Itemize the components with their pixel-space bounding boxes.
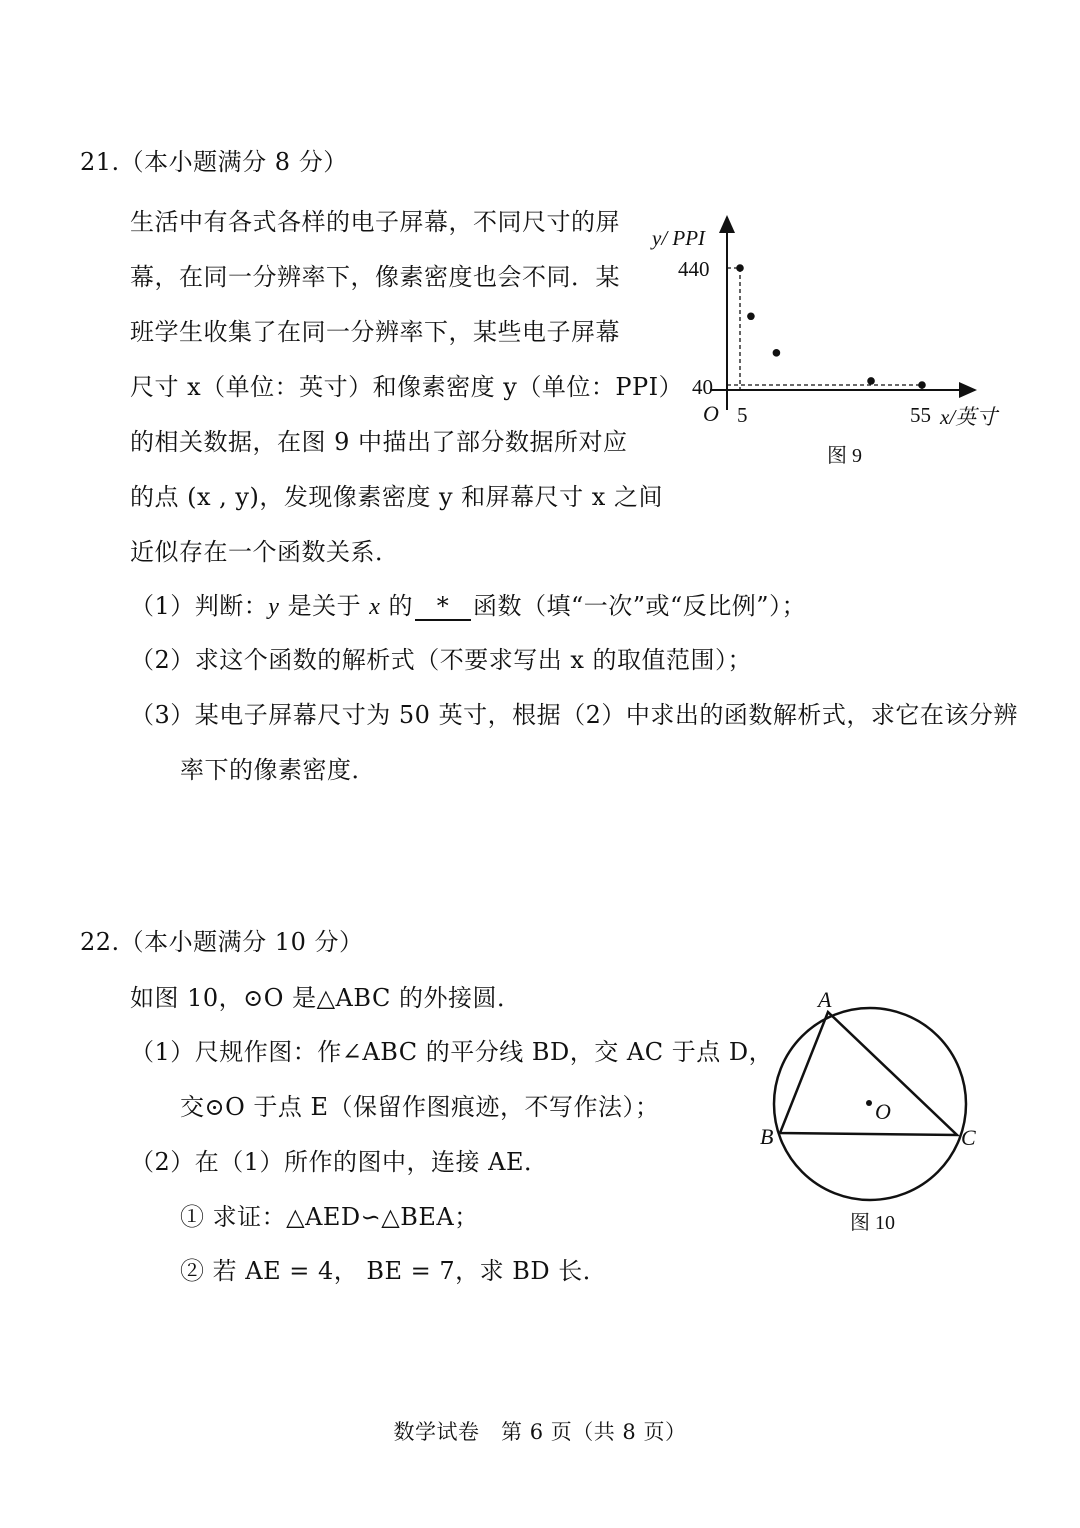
q21-part1-de: 的	[380, 592, 413, 620]
data-point-1	[736, 264, 744, 272]
q22-score: （本小题满分 10 分）	[119, 928, 364, 956]
q21-number: 21.	[80, 148, 120, 176]
data-point-3	[773, 349, 781, 357]
q22-sub1: ① 求证：△AED∽△BEA；	[180, 1203, 479, 1231]
label-o: O	[875, 1099, 891, 1124]
data-point-4	[867, 377, 875, 385]
label-c: C	[961, 1125, 976, 1150]
figure-9-chart	[640, 205, 1030, 475]
q21-body-line: 生活中有各式各样的电子屏幕，不同尺寸的屏	[130, 208, 620, 236]
answer-blank[interactable]: *	[415, 593, 471, 621]
figure-10-diagram	[750, 985, 1000, 1245]
data-point-2	[747, 312, 755, 320]
x-axis-label: x/英寸	[940, 405, 998, 429]
q21-body-line: 尺寸 x（单位：英寸）和像素密度 y（单位：PPI）	[130, 373, 684, 401]
q21-part1-mid: 是关于	[279, 592, 370, 620]
figure-10-caption: 图 10	[850, 1212, 895, 1234]
q21-body-line: 的点 (x , y)，发现像素密度 y 和屏幕尺寸 x 之间	[130, 483, 663, 511]
q21-body-line: 幕，在同一分辨率下，像素密度也会不同．某	[130, 263, 620, 291]
label-b: B	[760, 1124, 774, 1149]
origin-label: O	[703, 401, 719, 426]
q21-part1	[130, 590, 806, 623]
q22-part1-line1: （1）尺规作图：作∠ABC 的平分线 BD，交 AC 于点 D，	[130, 1038, 774, 1066]
q22-part1-line2: 交⊙O 于点 E（保留作图痕迹，不写作法）；	[180, 1093, 660, 1121]
q22-header	[80, 926, 363, 958]
q22-intro: 如图 10，⊙O 是△ABC 的外接圆．	[130, 984, 522, 1012]
x-tick-label: 55	[910, 403, 931, 427]
y-tick-label: 440	[678, 257, 710, 281]
q22-sub2: ② 若 AE = 4， BE = 7，求 BD 长．	[180, 1257, 608, 1285]
q22-number: 22.	[80, 928, 120, 956]
x-tick-label: 5	[737, 403, 748, 427]
q21-part3-line2: 率下的像素密度．	[180, 756, 376, 784]
center-point	[866, 1100, 872, 1106]
data-point-5	[918, 381, 926, 389]
q21-part1-pre: （1）判断：	[130, 592, 269, 620]
q21-header	[80, 146, 348, 178]
y-tick-label: 40	[692, 375, 713, 399]
label-a: A	[818, 987, 832, 1012]
q21-part3-line1: （3）某电子屏幕尺寸为 50 英寸，根据（2）中求出的函数解析式，求它在该分辨	[130, 701, 1018, 729]
q21-part1-post: 函数（填“一次”或“反比例”）；	[473, 592, 807, 620]
q21-part1-y: y	[268, 594, 280, 620]
q21-score: （本小题满分 8 分）	[119, 148, 348, 176]
q21-body-line: 的相关数据，在图 9 中描出了部分数据所对应	[130, 428, 628, 456]
caption: 图 9	[827, 445, 862, 467]
q21-body-line: 班学生收集了在同一分辨率下，某些电子屏幕	[130, 318, 620, 346]
page-footer: 数学试卷 第 6 页（共 8 页）	[393, 1420, 687, 1444]
q21-part1-x: x	[369, 594, 381, 620]
q21-part2: （2）求这个函数的解析式（不要求写出 x 的取值范围）；	[130, 646, 753, 674]
q22-part2: （2）在（1）所作的图中，连接 AE．	[130, 1148, 549, 1176]
q21-body-line: 近似存在一个函数关系．	[130, 538, 400, 566]
y-axis-label: y/ PPI	[652, 226, 706, 250]
